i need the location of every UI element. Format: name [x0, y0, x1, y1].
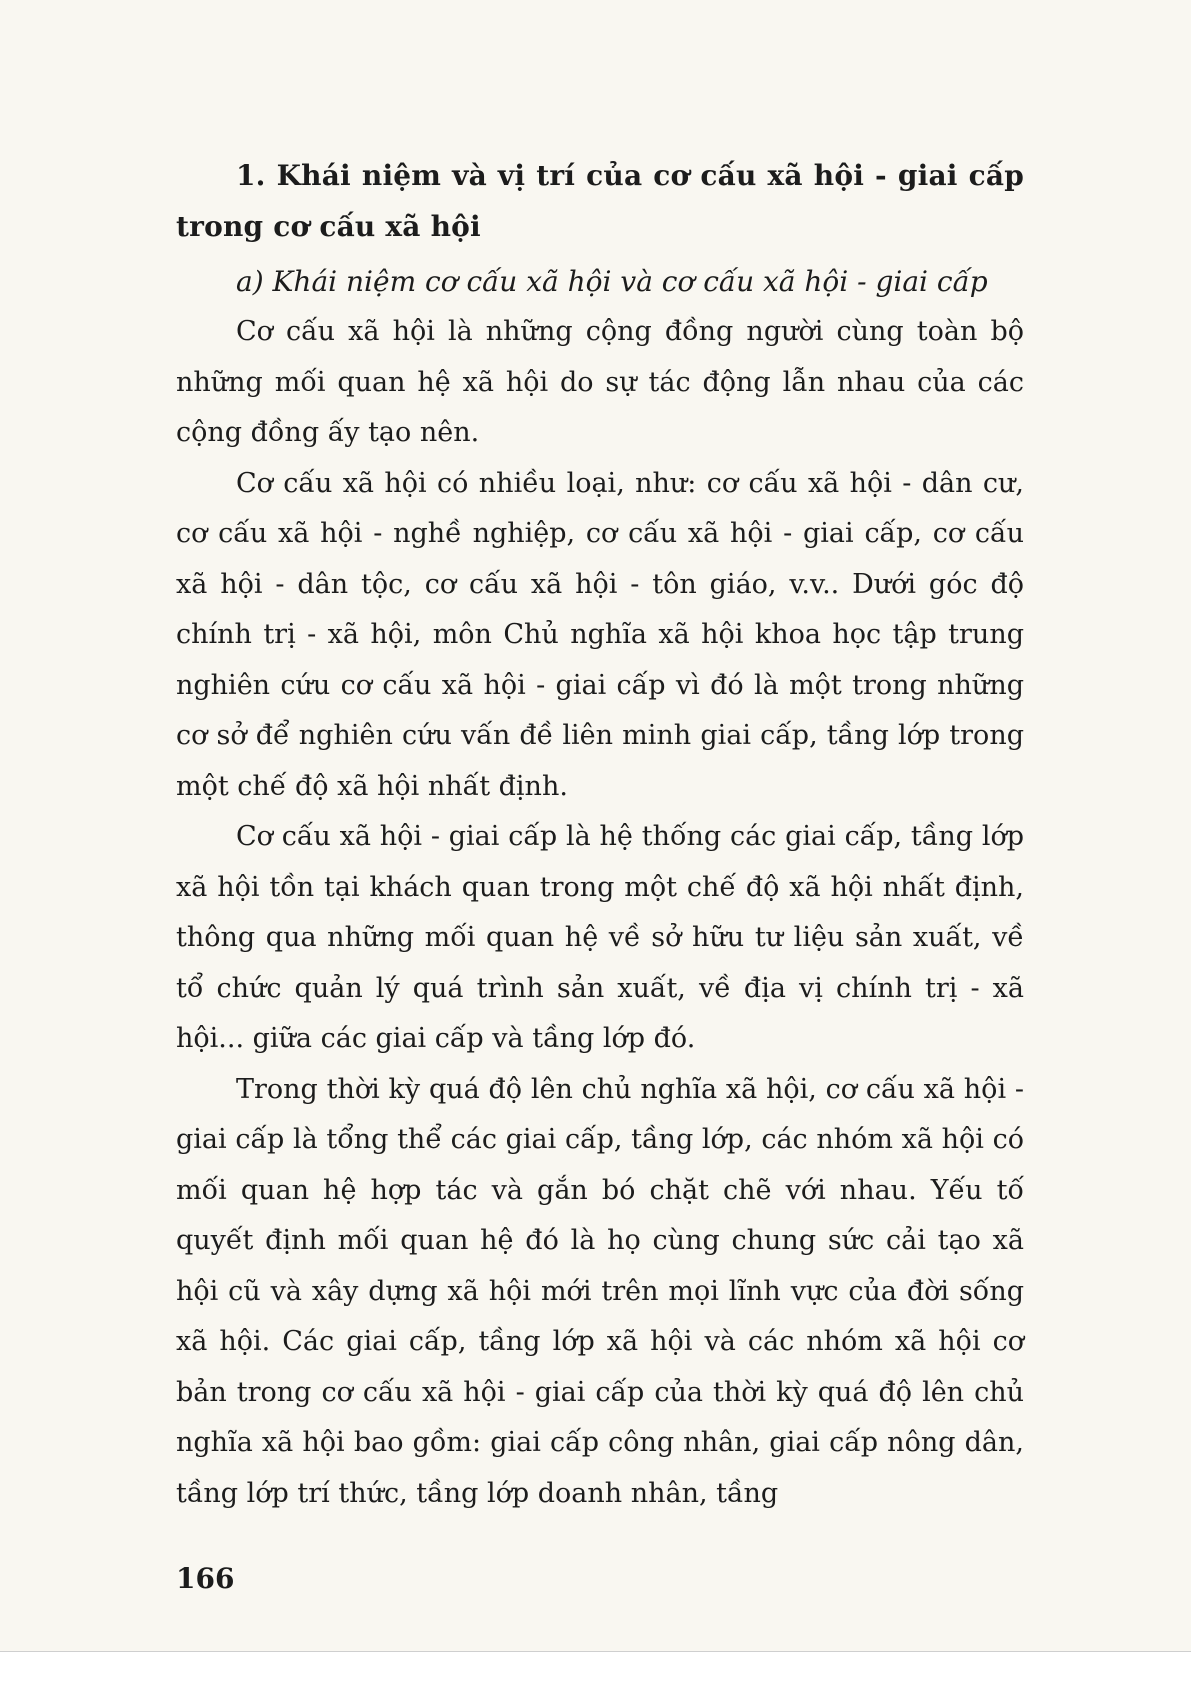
paragraph: Trong thời kỳ quá độ lên chủ nghĩa xã hội, cơ cấu xã hội - giai cấp là tổng thể các giai cấp, tầng lớp, các nhóm xã hội có mối quan hệ hợp tác và gắn bó chặt chẽ với nhau. Yếu tố quyết định mối quan hệ đó là họ cùng chung sức cải tạo xã hội cũ và xây dựng xã hội mới trên mọi lĩnh vực của đời sống xã hội. Các giai cấp, tầng lớp xã hội và các nhóm xã hội cơ bản trong cơ cấu xã hội - giai cấp của thời kỳ quá độ lên chủ nghĩa xã hội bao gồm: giai cấp công nhân, giai cấp nông dân, tầng lớp trí thức, tầng lớp doanh nhân, tầng [176, 1073, 1024, 1509]
bottom-margin [0, 1652, 1191, 1685]
text-block [176, 150, 1024, 1519]
page-number: 166 [176, 1562, 235, 1595]
section-heading: 1. Khái niệm và vị trí của cơ cấu xã hội - giai cấp trong cơ cấu xã hội [176, 159, 1024, 243]
paragraph: Cơ cấu xã hội - giai cấp là hệ thống các giai cấp, tầng lớp xã hội tồn tại khách quan trong một chế độ xã hội nhất định, thông qua những mối quan hệ về sở hữu tư liệu sản xuất, về tổ chức quản lý quá trình sản xuất, về địa vị chính trị - xã hội... giữa các giai cấp và tầng lớp đó. [176, 821, 1024, 1054]
subsection-heading: a) Khái niệm cơ cấu xã hội và cơ cấu xã hội - giai cấp [236, 265, 988, 298]
paragraph: Cơ cấu xã hội là những cộng đồng người cùng toàn bộ những mối quan hệ xã hội do sự tác động lẫn nhau của các cộng đồng ấy tạo nên. [176, 316, 1024, 448]
paragraph: Cơ cấu xã hội có nhiều loại, như: cơ cấu xã hội - dân cư, cơ cấu xã hội - nghề nghiệp, cơ cấu xã hội - giai cấp, cơ cấu xã hội - dân tộc, cơ cấu xã hội - tôn giáo, v.v.. Dưới góc độ chính trị - xã hội, môn Chủ nghĩa xã hội khoa học tập trung nghiên cứu cơ cấu xã hội - giai cấp vì đó là một trong những cơ sở để nghiên cứu vấn đề liên minh giai cấp, tầng lớp trong một chế độ xã hội nhất định. [176, 467, 1024, 802]
